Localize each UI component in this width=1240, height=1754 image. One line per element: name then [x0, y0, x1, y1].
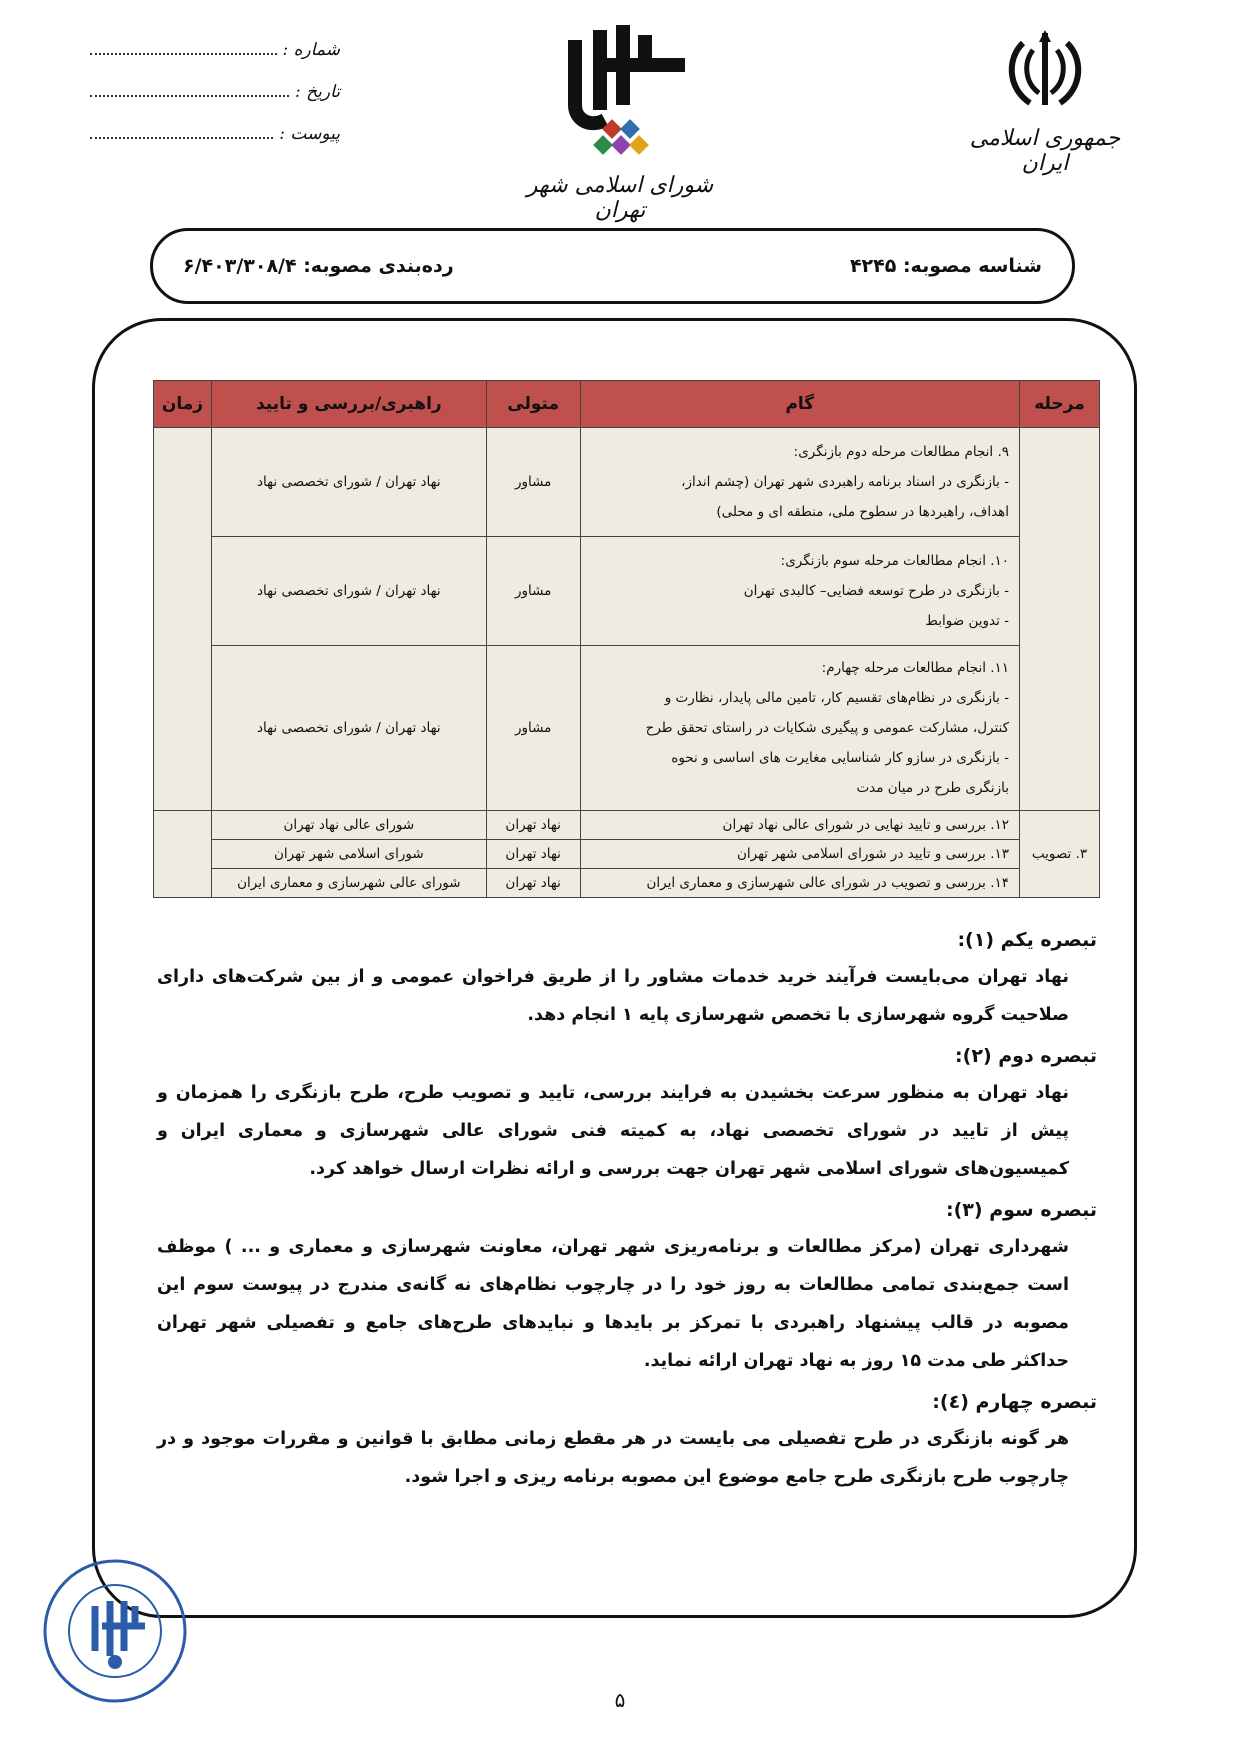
- owner-cell: مشاور: [486, 537, 580, 646]
- step-line: کنترل، مشارکت عمومی و پیگیری شکایات در راستای تحقق طرح: [645, 720, 1010, 736]
- time-cell-empty: [154, 811, 212, 898]
- page-number: ۵: [614, 1688, 626, 1712]
- approval-id: شناسه مصوبه: ۴۲۴۵: [849, 255, 1042, 277]
- meta-date-field: [90, 83, 289, 97]
- review-cell: شورای اسلامی شهر تهران: [212, 840, 487, 869]
- stage-cell-approval: ۳. تصویب: [1020, 811, 1100, 898]
- step-line: بازنگری طرح در میان مدت: [856, 780, 1010, 796]
- owner-cell: مشاور: [486, 646, 580, 811]
- owner-cell: نهاد تهران: [486, 811, 580, 840]
- review-cell: نهاد تهران / شورای تخصصی نهاد: [212, 428, 487, 537]
- letter-meta: [90, 40, 340, 166]
- step-title: ۹. انجام مطالعات مرحله دوم بازنگری:: [793, 444, 1010, 460]
- approval-stamp: [40, 1556, 190, 1706]
- meta-number-field: [90, 41, 277, 55]
- iran-emblem: [960, 28, 1130, 176]
- council-logo-icon: [545, 10, 695, 165]
- time-cell-empty: [154, 428, 212, 811]
- step-cell: ۱۴. بررسی و تصویب در شورای عالی شهرسازی و معماری ایران: [580, 869, 1019, 898]
- iran-emblem-icon: [1005, 28, 1085, 118]
- header-review: راهبری/بررسی و تایید: [212, 381, 487, 428]
- meta-attachment-label: پیوست :: [279, 124, 340, 144]
- meta-date-row: [90, 82, 340, 124]
- note: [157, 1192, 1097, 1380]
- table-header-row: [154, 381, 1100, 428]
- step-line: - بازنگری در سازو کار شناسایی مغایرت های اساسی و نحوه: [671, 750, 1010, 766]
- meta-number-label: شماره :: [282, 40, 340, 60]
- meta-date-label: تاریخ :: [295, 82, 340, 102]
- note-title: تبصره دوم (۲):: [955, 1045, 1097, 1067]
- note-text: شهرداری تهران (مرکز مطالعات و برنامه‌ریزی شهر تهران، معاونت شهرسازی و معماری و ... ) موظف است جمع‌بندی تمامی مطالعات به روز خود را در چارچوب نظام‌های نه گانه‌ی مندرج در پیوست سوم این مصوبه در قالب پیشنهاد راهبردی با تمرکز بر بایدها و نبایدهای طرح‌های جامع و تفصیلی شهر تهران حداکثر طی مدت ۱۵ روز به نهاد تهران ارائه نماید.: [157, 1237, 1069, 1371]
- emblem-caption: جمهوری اسلامی ایران: [969, 126, 1121, 176]
- step-line: - بازنگری در طرح توسعه فضایی– کالبدی تهران: [743, 583, 1010, 599]
- step-title: ۱۰. انجام مطالعات مرحله سوم بازنگری:: [780, 553, 1010, 569]
- table-row: [154, 840, 1100, 869]
- note-title: تبصره چهارم (٤):: [932, 1391, 1097, 1413]
- step-line: - تدوین ضوابط: [925, 613, 1010, 629]
- stage-cell-empty: [1020, 428, 1100, 811]
- meta-attachment-row: [90, 124, 340, 166]
- note: [157, 922, 1097, 1034]
- header-time: زمان: [154, 381, 212, 428]
- stamp-icon: [40, 1556, 190, 1706]
- step-cell: [580, 537, 1019, 646]
- step-line: - بازنگری در نظام‌های تقسیم کار، تامین مالی پایدار، نظارت و: [664, 690, 1010, 706]
- note-text: نهاد تهران به منظور سرعت بخشیدن به فرایند بررسی، تایید و تصویب طرح، طرح بازنگری را همزمان و پیش از تایید در شورای تخصصی نهاد، به کمیته فنی شورای عالی شهرسازی و معماری ایران و کمیسیون‌های شورای اسلامی شهر تهران جهت بررسی و ارائه نظرات ارسال خواهد کرد.: [157, 1083, 1069, 1179]
- step-cell: ۱۳. بررسی و تایید در شورای اسلامی شهر تهران: [580, 840, 1019, 869]
- step-cell: ۱۲. بررسی و تایید نهایی در شورای عالی نهاد تهران: [580, 811, 1019, 840]
- table-row: [154, 428, 1100, 537]
- note: [157, 1038, 1097, 1188]
- table-row: [154, 537, 1100, 646]
- meta-number-row: [90, 40, 340, 82]
- table-row: [154, 811, 1100, 840]
- notes-section: [157, 922, 1097, 1500]
- step-cell: [580, 428, 1019, 537]
- note: [157, 1384, 1097, 1496]
- header-owner: متولی: [486, 381, 580, 428]
- step-title: ۱۱. انجام مطالعات مرحله چهارم:: [821, 660, 1010, 676]
- steps-table: [153, 380, 1100, 898]
- review-cell: نهاد تهران / شورای تخصصی نهاد: [212, 537, 487, 646]
- owner-cell: نهاد تهران: [486, 840, 580, 869]
- step-line: اهداف، راهبردها در سطوح ملی، منطقه ای و محلی): [716, 504, 1010, 520]
- step-line: - بازنگری در اسناد برنامه راهبردی شهر تهران (چشم انداز،: [681, 474, 1010, 490]
- header-stage: مرحله: [1020, 381, 1100, 428]
- approval-id-box: [150, 228, 1075, 304]
- step-cell: [580, 646, 1019, 811]
- review-cell: نهاد تهران / شورای تخصصی نهاد: [212, 646, 487, 811]
- council-logo: [520, 10, 720, 223]
- owner-cell: نهاد تهران: [486, 869, 580, 898]
- approval-classification: رده‌بندی مصوبه: ۶/۴۰۳/۳۰۸/۴: [183, 255, 454, 277]
- note-title: تبصره سوم (۳):: [946, 1199, 1097, 1221]
- table-row: [154, 869, 1100, 898]
- review-cell: شورای عالی نهاد تهران: [212, 811, 487, 840]
- council-caption: شورای اسلامی شهر تهران: [526, 173, 714, 223]
- note-text: هر گونه بازنگری در طرح تفصیلی می بایست در هر مقطع زمانی مطابق با قوانین و مقررات موجود و در چارچوب طرح بازنگری طرح جامع موضوع این مصوبه برنامه ریزی و اجرا شود.: [157, 1429, 1069, 1487]
- owner-cell: مشاور: [486, 428, 580, 537]
- note-title: تبصره یکم (۱):: [957, 929, 1097, 951]
- table-row: [154, 646, 1100, 811]
- meta-attachment-field: [90, 125, 273, 139]
- note-text: نهاد تهران می‌بایست فرآیند خرید خدمات مشاور را از طریق فراخوان عمومی و از بین شرکت‌های دارای صلاحیت گروه شهرسازی با تخصص شهرسازی پایه ۱ انجام دهد.: [157, 967, 1069, 1025]
- header-step: گام: [580, 381, 1019, 428]
- review-cell: شورای عالی شهرسازی و معماری ایران: [212, 869, 487, 898]
